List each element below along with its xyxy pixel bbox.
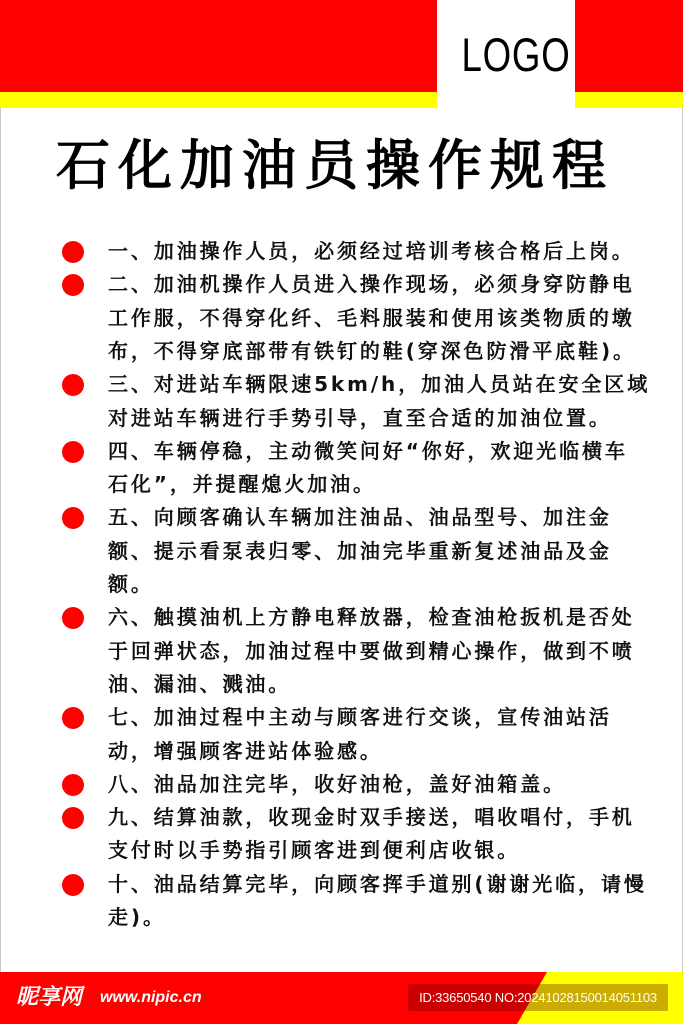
rule-text-line: 动，增强顾客进站体验感。 xyxy=(108,738,383,763)
footer-id-watermark: ID:33650540 NO:20241028150014051103 xyxy=(408,984,668,1011)
rule-text-line: 六、触摸油机上方静电释放器，检查油枪扳机是否处 xyxy=(108,605,635,630)
rule-text-line: 于回弹状态，加油过程中要做到精心操作，做到不喷 xyxy=(108,638,635,663)
rule-text-line: 走)。 xyxy=(108,905,166,929)
header-yellow-stripe-right xyxy=(575,92,683,108)
rule-text-line: 三、对进站车辆限速5km/h，加油人员站在安全区域 xyxy=(108,372,651,397)
header-red-band-right xyxy=(575,0,683,92)
footer-bar xyxy=(0,972,683,1024)
rule-text-line: 九、结算油款，收现金时双手接送，唱收唱付，手机 xyxy=(108,805,635,830)
rule-text-line: 七、加油过程中主动与顾客进行交谈，宣传油站活 xyxy=(108,705,612,730)
rule-text-line: 二、加油机操作人员进入操作现场，必须身穿防静电 xyxy=(108,272,635,297)
rule-text-line: 八、油品加注完毕，收好油枪，盖好油箱盖。 xyxy=(108,771,566,796)
rule-text-line: 支付时以手势指引顾客进到便利店收银。 xyxy=(108,838,521,863)
rule-text-line: 十、油品结算完毕，向顾客挥手道别(谢谢光临，请慢 xyxy=(108,871,647,896)
bullet-dot-icon xyxy=(62,441,84,463)
rule-text-line: 工作服，不得穿化纤、毛料服装和使用该类物质的墩 xyxy=(108,305,635,330)
rule-text-line: 布，不得穿底部带有铁钉的鞋(穿深色防滑平底鞋)。 xyxy=(108,338,636,363)
rule-text-line: 油、漏油、溅油。 xyxy=(108,671,292,696)
rule-text-line: 对进站车辆进行手势引导，直至合适的加油位置。 xyxy=(108,405,612,430)
logo-placeholder: LOGO xyxy=(461,28,571,81)
rule-text-line: 五、向顾客确认车辆加注油品、油品型号、加注金 xyxy=(108,505,612,530)
header-red-band-left xyxy=(0,0,437,92)
bullet-dot-icon xyxy=(62,774,84,796)
page-title: 石化加油员操作规程 xyxy=(56,134,614,197)
footer-brand-logo: 昵享网 xyxy=(16,985,83,1010)
bullet-dot-icon xyxy=(62,241,84,263)
bullet-dot-icon xyxy=(62,807,84,829)
rule-text-line: 石化”，并提醒熄火加油。 xyxy=(108,472,376,497)
rule-text-line: 额、提示看泵表归零、加油完毕重新复述油品及金 xyxy=(108,538,612,563)
header-yellow-stripe-left xyxy=(0,92,437,108)
footer-url: www.nipic.cn xyxy=(100,989,202,1006)
rule-text-line: 四、车辆停稳，主动微笑问好“你好，欢迎光临横车 xyxy=(108,438,628,463)
rule-text-line: 额。 xyxy=(108,572,154,596)
rule-text-line: 一、加油操作人员，必须经过培训考核合格后上岗。 xyxy=(108,239,635,263)
bullet-dot-icon xyxy=(62,874,84,896)
